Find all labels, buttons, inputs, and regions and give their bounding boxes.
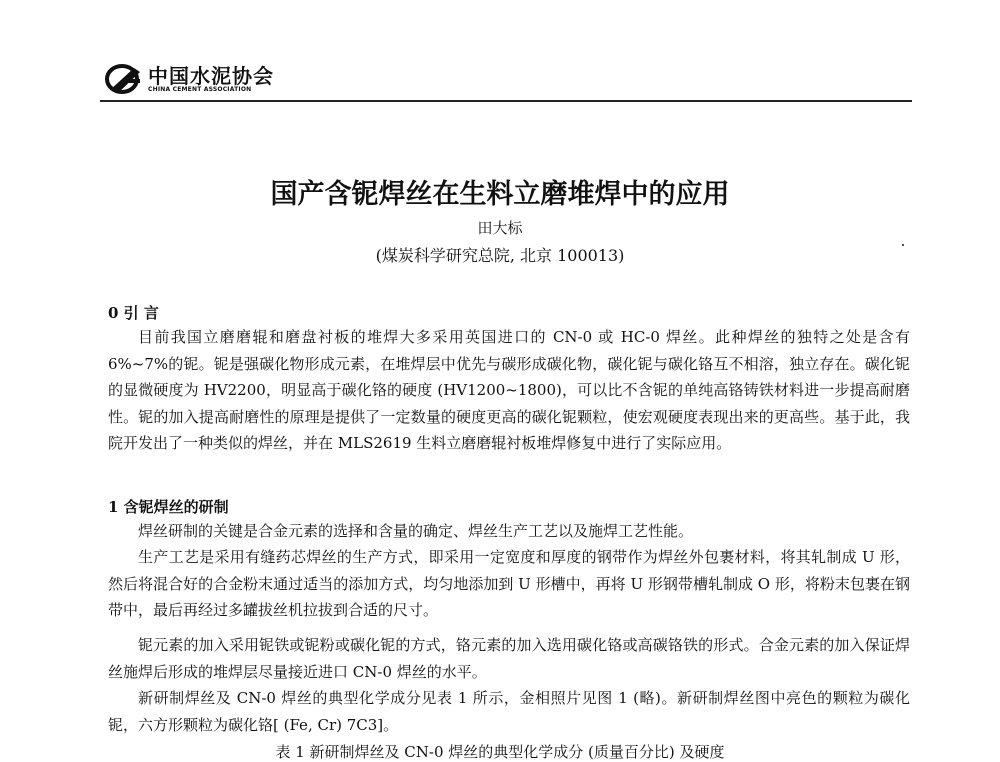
logo-chinese-name: 中国水泥协会	[148, 64, 274, 88]
section-heading-introduction: 0 引 言	[108, 304, 159, 322]
development-paragraph-1: 焊丝研制的关键是合金元素的选择和含量的确定、焊丝生产工艺以及施焊工艺性能。	[138, 522, 694, 540]
association-emblem-icon	[104, 62, 144, 96]
development-paragraph-4: 新研制焊丝及 CN-0 焊丝的典型化学成分见表 1 所示，金相照片见图 1 (略)。新研制焊丝图中亮色的颗粒为碳化铌，六方形颗粒为碳化铬[ (Fe, Cr) 7C3]。	[108, 689, 910, 734]
development-paragraph-3: 铌元素的加入采用铌铁或铌粉或碳化铌的方式，铬元素的加入选用碳化铬或高碳铬铁的形式。合金元素的加入保证焊丝施焊后形成的堆焊层尽量接近进口 CN-0 焊丝的水平。	[108, 636, 910, 681]
author-affiliation: (煤炭科学研究总院, 北京 100013)	[375, 246, 625, 265]
section-heading-development: 1 含铌焊丝的研制	[108, 498, 229, 516]
table-caption: 表 1 新研制焊丝及 CN-0 焊丝的典型化学成分 (质量百分比) 及硬度	[275, 743, 725, 761]
journal-header	[104, 58, 910, 102]
scan-speck	[902, 244, 904, 246]
header-divider	[100, 100, 912, 102]
article-title: 国产含铌焊丝在生料立磨堆焊中的应用	[270, 179, 730, 210]
intro-paragraph: 目前我国立磨磨辊和磨盘衬板的堆焊大多采用英国进口的 CN-0 或 HC-0 焊丝。此种焊丝的独特之处是含有 6%~7%的铌。铌是强碳化物形成元素，在堆焊层中优先与碳形成碳化物，碳化铌与碳化铬互不相溶，独立存在。碳化铌的显微硬度为 HV2200，明显高于碳化铬的硬度 (HV1200~1800)，可以比不含铌的单纯高铬铸铁材料进一步提高耐磨性。铌的加入提高耐磨性的原理是提供了一定数量的硬度更高的碳化铌颗粒，使宏观硬度表现出来的更高些。基于此，我院开发出了一种类似的焊丝，并在 MLS2619 生料立磨磨辊衬板堆焊修复中进行了实际应用。	[108, 328, 910, 452]
author-name: 田大标	[477, 219, 523, 237]
development-paragraph-2: 生产工艺是采用有缝药芯焊丝的生产方式，即采用一定宽度和厚度的钢带作为焊丝外包裹材料，将其轧制成 U 形，然后将混合好的合金粉末通过适当的添加方式，均匀地添加到 U 形槽中，再将 U 形钢带槽轧制成 O 形，将粉末包裹在钢带中，最后再经过多罐拔丝机拉拔到合适的尺寸。	[108, 548, 910, 619]
logo-english-name: CHINA CEMENT ASSOCIATION	[148, 86, 252, 93]
